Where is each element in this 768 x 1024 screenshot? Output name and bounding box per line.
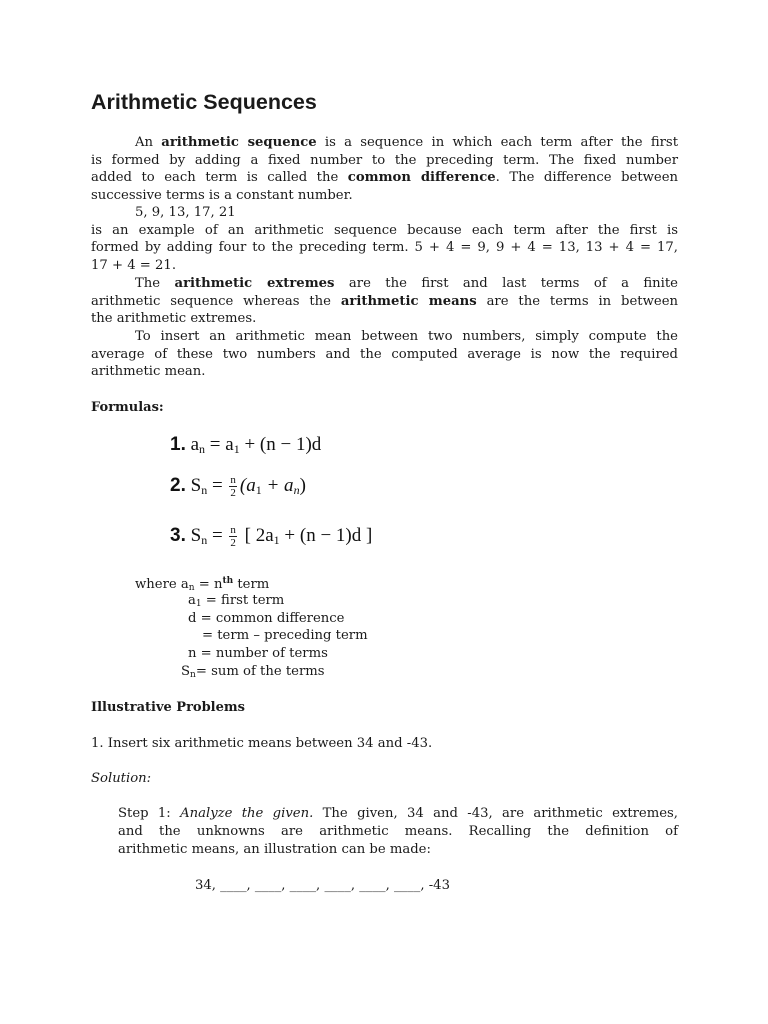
step1-line-3: arithmetic means, an illustration can be made:	[118, 842, 431, 857]
where-d-definition: = term – preceding term	[202, 628, 368, 643]
insert-mean-line-2: average of these two numbers and the computed average is now the required	[91, 347, 678, 362]
intro-line-4: successive terms is a constant number.	[91, 188, 353, 203]
where-n: n = number of terms	[188, 646, 328, 661]
where-sn: $S_n=$ sum of the terms	[181, 664, 325, 680]
fraction-n-over-2: $\frac{n}{2}$	[230, 474, 236, 499]
step1-line-2: and the unknowns are arithmetic means. Recalling the definition of	[118, 824, 678, 839]
where-an: where $a_n = n^{th}$ term	[135, 576, 270, 593]
illustrative-heading: Illustrative Problems	[91, 700, 245, 715]
term-common-difference: common difference	[347, 170, 496, 185]
intro-line-1: An arithmetic sequence is a sequence in which each term after the first	[135, 135, 678, 150]
insert-mean-line-3: arithmetic mean.	[91, 364, 206, 379]
term-arithmetic-sequence: arithmetic sequence	[161, 135, 317, 150]
step1-line-1: Step 1: Analyze the given. The given, 34 and -43, are arithmetic extremes,	[118, 806, 678, 821]
extremes-line-1: The arithmetic extremes are the first and last terms of a finite	[135, 276, 678, 291]
solution-label: Solution:	[91, 771, 152, 786]
formulas-heading: Formulas:	[91, 400, 164, 415]
intro-line-3: added to each term is called the common difference. The difference between	[91, 170, 679, 185]
intro-line-8: 17 + 4 = 21.	[91, 258, 177, 273]
intro-line-2: is formed by adding a fixed number to the preceding term. The fixed number	[91, 153, 678, 168]
intro-line-7: formed by adding four to the preceding term. 5 + 4 = 9, 9 + 4 = 13, 13 + 4 = 17,	[91, 240, 678, 255]
where-a1: $a_1$ = first term	[188, 593, 285, 609]
example-sequence: 5, 9, 13, 17, 21	[135, 205, 236, 220]
intro-line-6: is an example of an arithmetic sequence because each term after the first is	[91, 223, 678, 238]
formula-number: 1.	[170, 434, 186, 455]
term-arithmetic-means: arithmetic means	[340, 294, 477, 309]
formula-number: 2.	[170, 474, 186, 496]
term-arithmetic-extremes: arithmetic extremes	[174, 276, 335, 291]
extremes-line-2: arithmetic sequence whereas the arithmetic means are the terms in between	[91, 294, 678, 309]
fraction-n-over-2: $\frac{n}{2}$	[230, 524, 236, 549]
problem-1: 1. Insert six arithmetic means between 34 and -43.	[91, 736, 433, 751]
formula-1: 1. $a_n = a_1 + (n - 1)d$	[170, 434, 322, 456]
formula-number: 3.	[170, 524, 186, 546]
page-title: Arithmetic Sequences	[91, 90, 317, 114]
formula-3: 3. $S_n$ = $\frac{n}{2}$ [ $2a_1 + (n - 1)d$ ]	[170, 524, 373, 549]
extremes-line-3: the arithmetic extremes.	[91, 311, 257, 326]
formula-2: 2. $S_n$ = $\frac{n}{2}$ $(a_1 + a_n)$	[170, 474, 306, 499]
where-d: d = common difference	[188, 611, 345, 626]
insert-mean-line-1: To insert an arithmetic mean between two numbers, simply compute the	[135, 329, 678, 344]
illustration-sequence: 34, ____, ____, ____, ____, ____, ____, -43	[195, 878, 450, 893]
